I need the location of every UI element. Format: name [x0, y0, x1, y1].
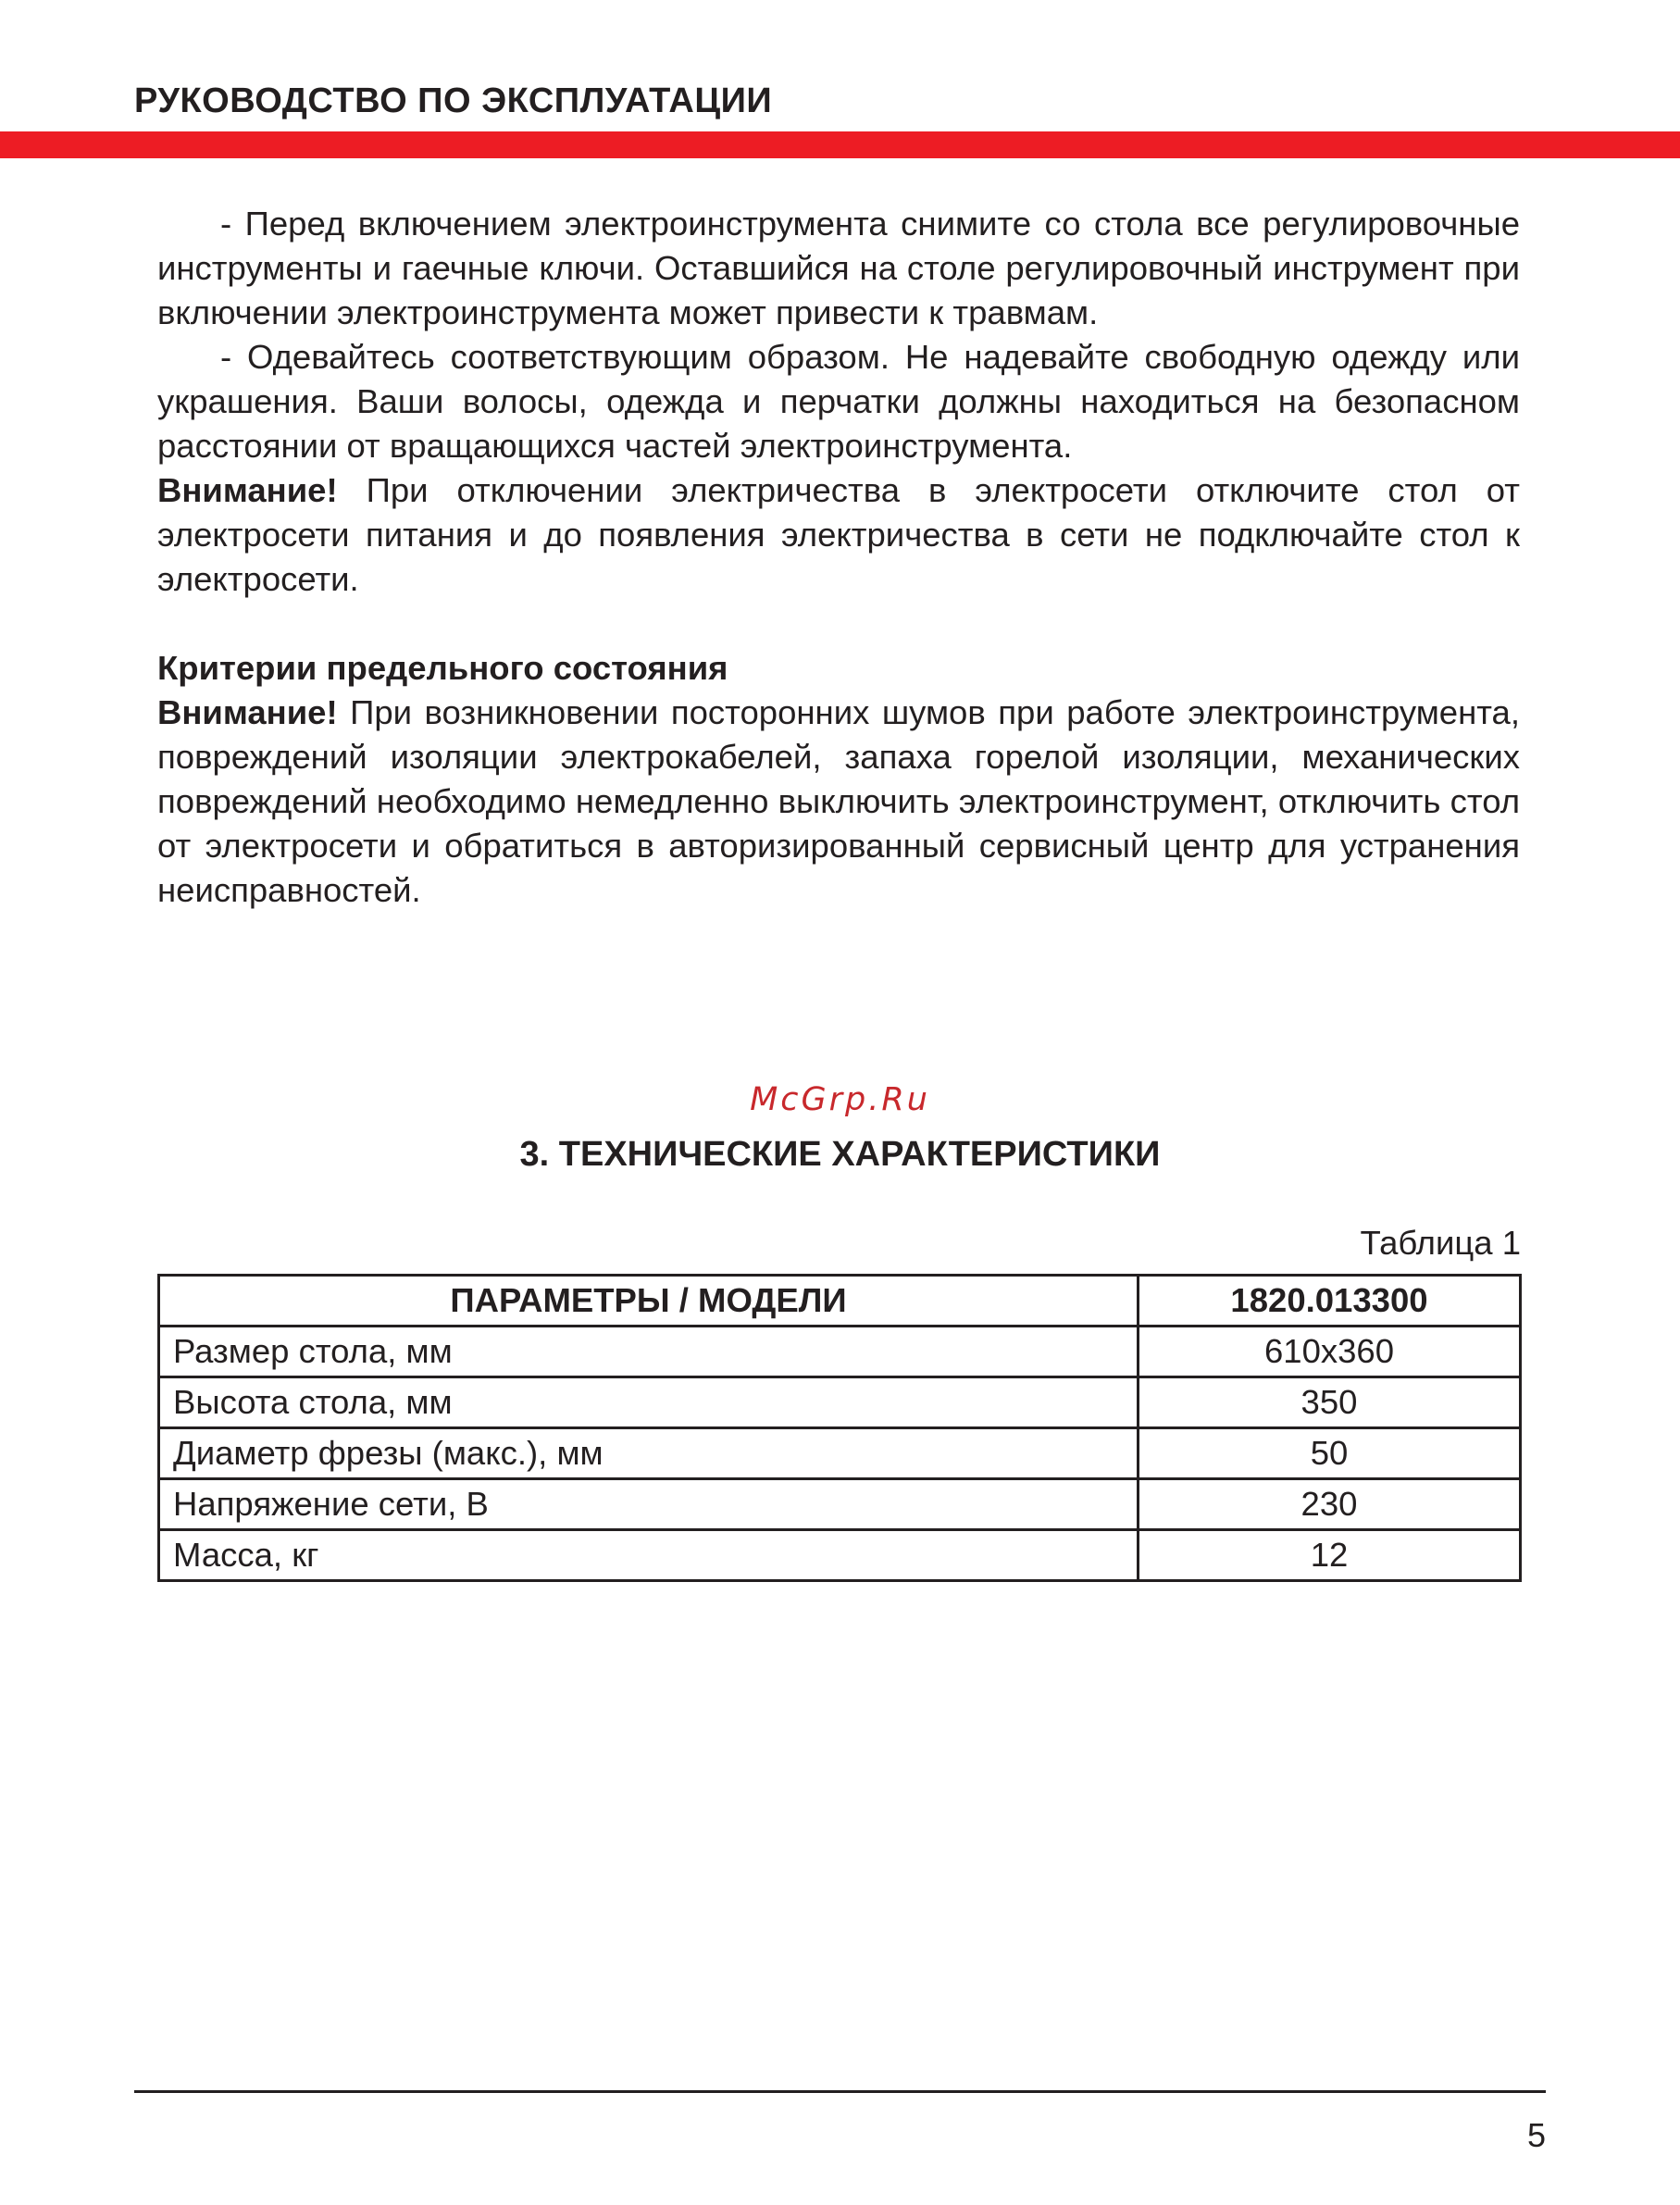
param-cell: Диаметр фрезы (макс.), мм: [159, 1428, 1139, 1479]
header-cell-model: 1820.013300: [1139, 1276, 1521, 1327]
param-cell: Масса, кг: [159, 1530, 1139, 1581]
param-cell: Напряжение сети, В: [159, 1479, 1139, 1530]
table-row: [159, 1530, 1521, 1581]
table-row: [159, 1479, 1521, 1530]
watermark: McGrp.Ru: [750, 1081, 930, 1118]
warning-label: Внимание!: [157, 471, 338, 509]
warning-paragraph-1: [157, 468, 1520, 602]
safety-paragraph-1: - Перед включением электроинструмента снимите со стола все регулировочные инструменты и гаечные ключи. Оставшийся на столе регулировочный инструмент при включении электроинструмента может привести к травмам.: [157, 205, 1520, 331]
value-cell: 230: [1139, 1479, 1521, 1530]
param-cell: Высота стола, мм: [159, 1377, 1139, 1428]
value-cell: 610x360: [1139, 1327, 1521, 1377]
section-title: 3. ТЕХНИЧЕСКИЕ ХАРАКТЕРИСТИКИ: [519, 1135, 1161, 1174]
header-cell-parameters: ПАРАМЕТРЫ / МОДЕЛИ: [159, 1276, 1139, 1327]
page-number: 5: [1526, 2116, 1546, 2154]
footer-divider: [134, 2090, 1546, 2093]
table-header-row: [159, 1276, 1521, 1327]
value-cell: 12: [1139, 1530, 1521, 1581]
manual-header-title: РУКОВОДСТВО ПО ЭКСПЛУАТАЦИИ: [134, 81, 773, 120]
warning-text: При возникновении посторонних шумов при работе электроинструмента, повреждений изоляции электрокабелей, запаха горелой изоляции, механических повреждений необходимо немедленно выключить электроинструмент, отключить стол от электросети и обратиться в авторизированный сервисный центр для устранения неисправностей.: [157, 693, 1520, 909]
warning-paragraph-2: [157, 691, 1520, 913]
main-text: [157, 202, 1520, 913]
table-row: [159, 1327, 1521, 1377]
paragraph-gap: [157, 602, 1520, 646]
param-cell: Размер стола, мм: [159, 1327, 1139, 1377]
table-row: [159, 1428, 1521, 1479]
specifications-table: [157, 1274, 1522, 1582]
warning-label: Внимание!: [157, 693, 338, 731]
header-red-bar: [0, 131, 1680, 158]
warning-text: При отключении электричества в электросети отключите стол от электросети питания и до появления электричества в сети не подключайте стол к электросети.: [157, 471, 1520, 598]
table-row: [159, 1377, 1521, 1428]
value-cell: 350: [1139, 1377, 1521, 1428]
safety-paragraph-2: - Одевайтесь соответствующим образом. Не надевайте свободную одежду или украшения. Ваши волосы, одежда и перчатки должны находиться на безопасном расстоянии от вращающихся частей электроинструмента.: [157, 338, 1520, 465]
table-caption: Таблица 1: [1360, 1224, 1521, 1262]
value-cell: 50: [1139, 1428, 1521, 1479]
criteria-heading: Критерии предельного состояния: [157, 649, 728, 687]
